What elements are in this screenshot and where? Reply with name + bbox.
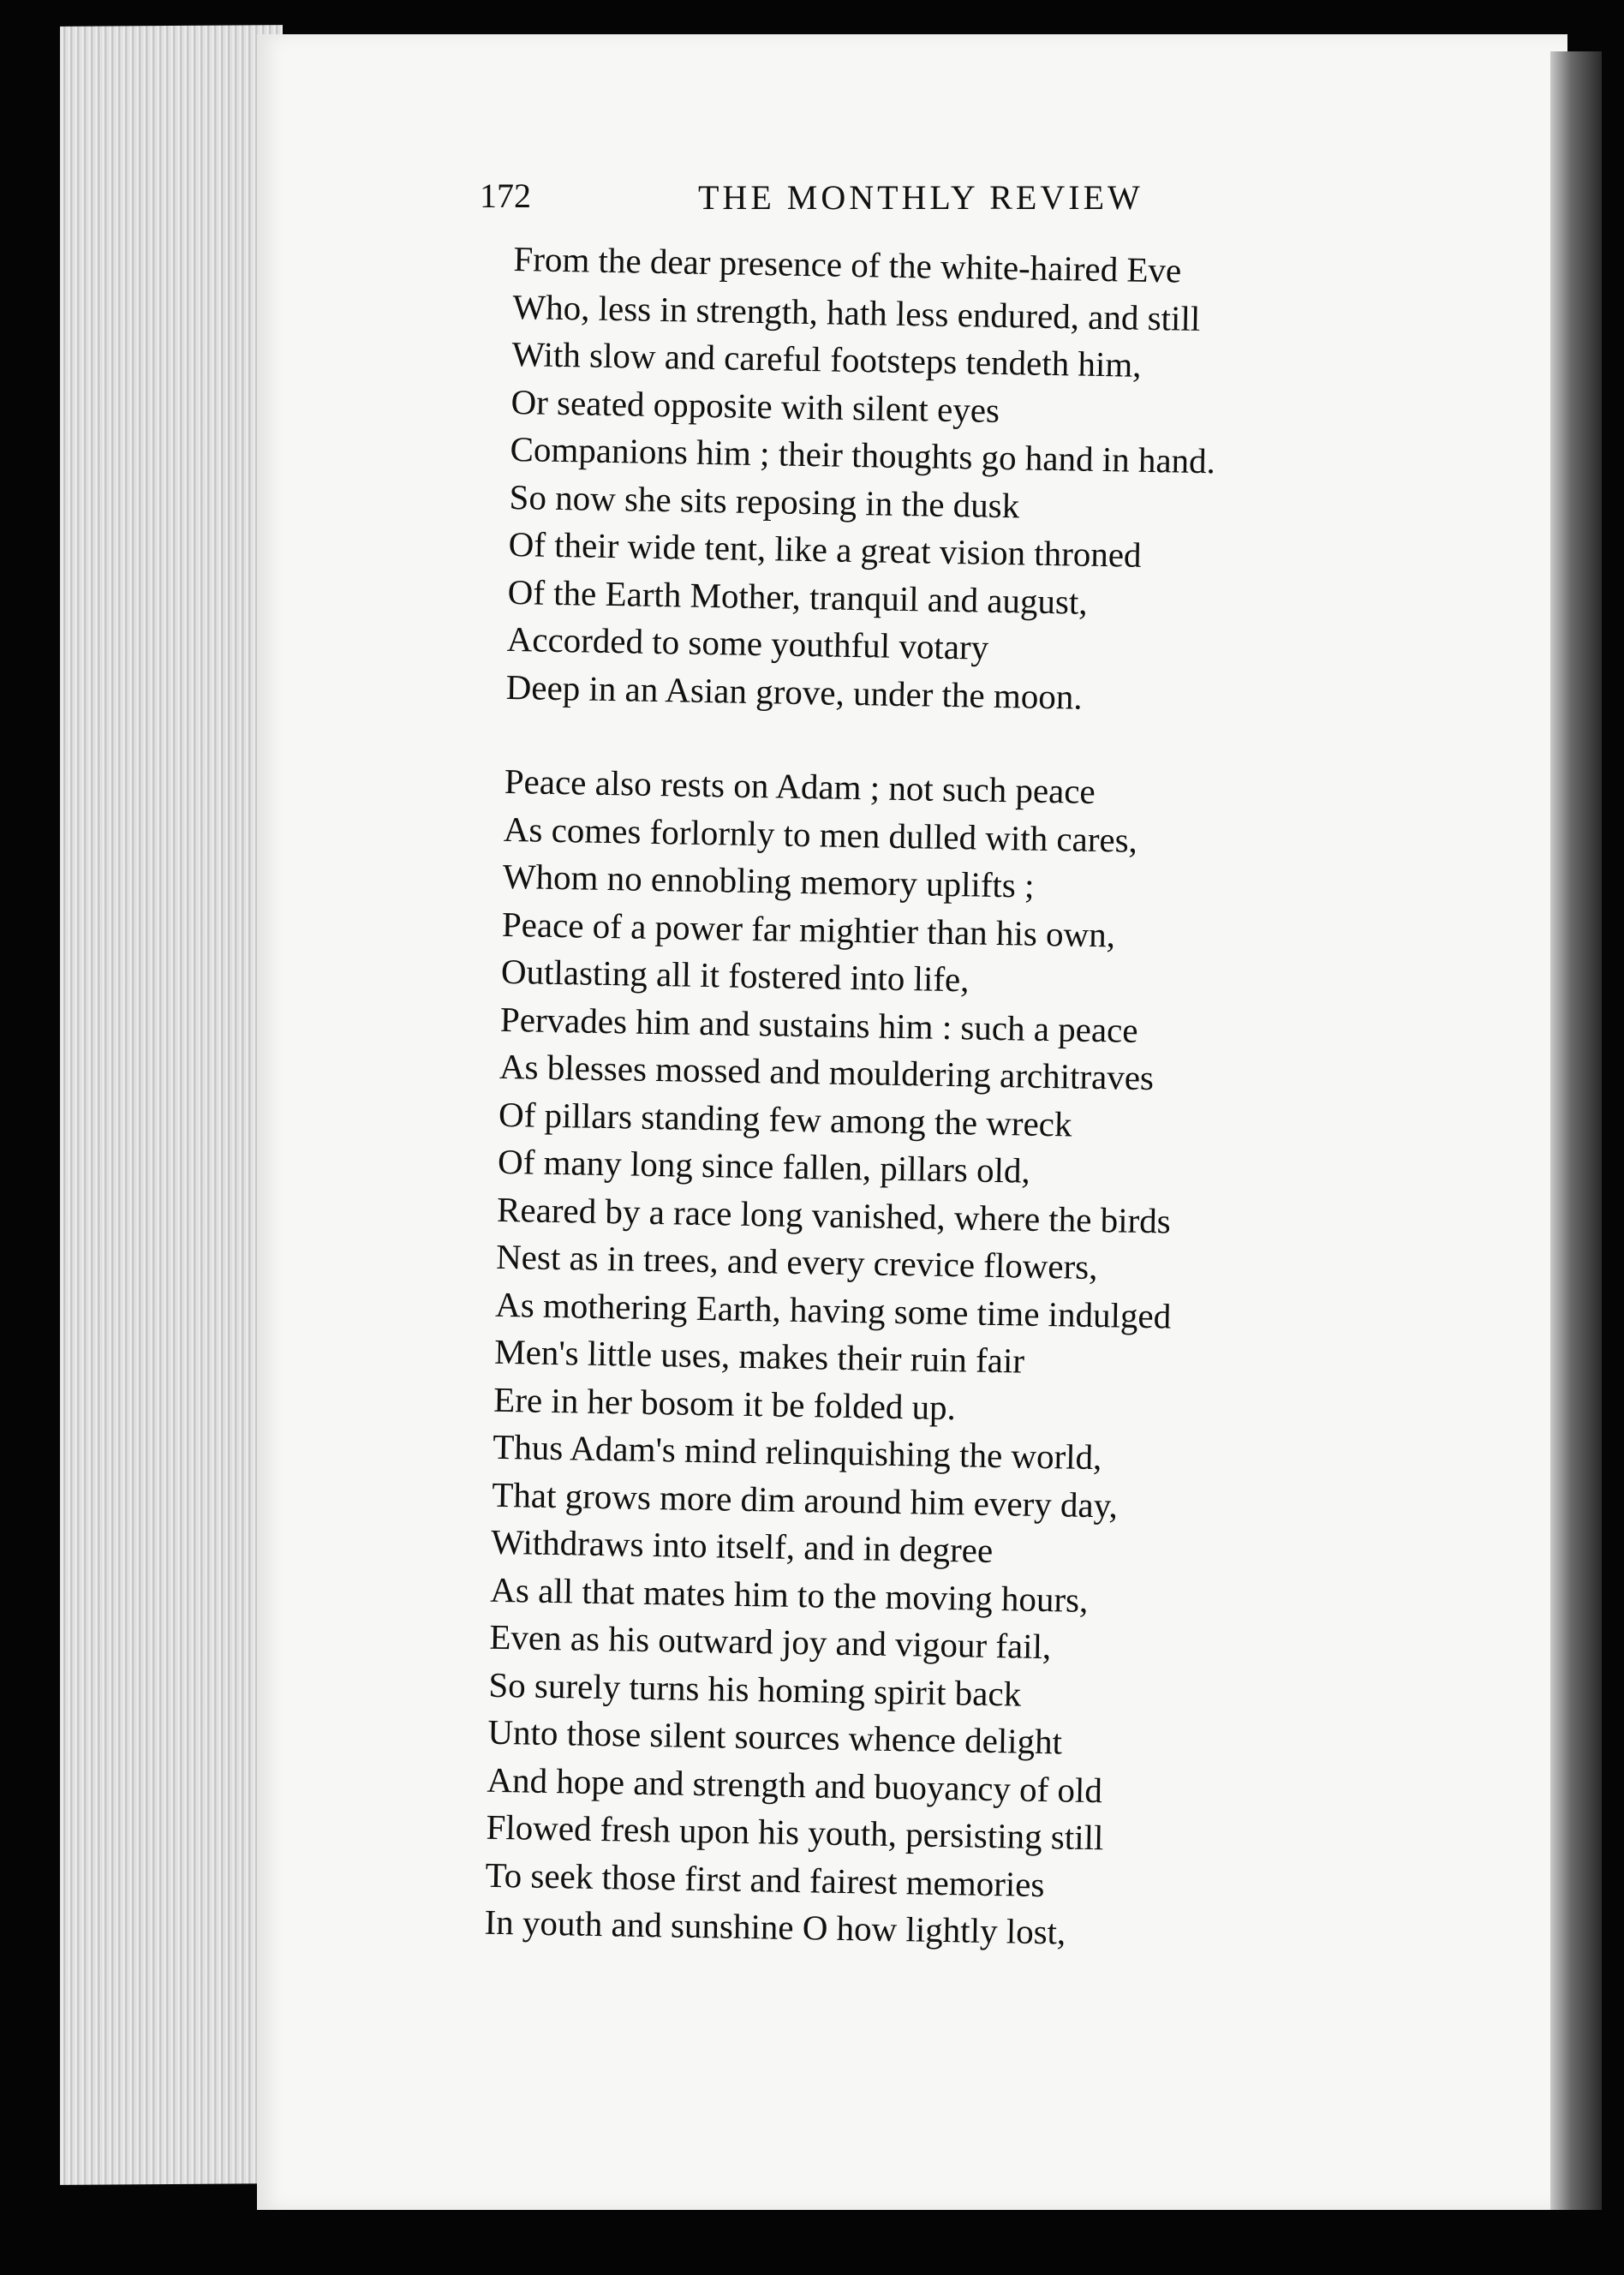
poem-line: Unto those silent sources whence delight	[487, 1711, 1063, 1762]
poem-line: Pervades him and sustains him : such a peace	[499, 999, 1138, 1050]
poem-line: As blesses mossed and mouldering architraves	[499, 1046, 1155, 1098]
poem-line: As mothering Earth, having some time indulged	[494, 1284, 1172, 1336]
poem-line: That grows more dim around him every day,	[491, 1474, 1119, 1526]
page-number: 172	[480, 176, 531, 215]
poem-line: Peace also rests on Adam ; not such peace	[504, 761, 1096, 811]
poem-line: To seek those first and fairest memories	[485, 1854, 1045, 1904]
poem-line: And hope and strength and buoyancy of old	[487, 1759, 1103, 1810]
poem-line: Accorded to some youthful votary	[506, 618, 989, 667]
poem-line: Ere in her bosom it be folded up.	[493, 1379, 957, 1427]
poem-line: Withdraws into itself, and in degree	[490, 1521, 994, 1570]
poem-line: Flowed fresh upon his youth, persisting still	[486, 1806, 1104, 1858]
poem-line: Companions him ; their thoughts go hand in hand.	[510, 428, 1216, 481]
poem-line: Deep in an Asian grove, under the moon.	[505, 666, 1084, 717]
book-gutter-shadow	[1550, 51, 1602, 2210]
poem-line: As comes forlornly to men dulled with cares,	[503, 809, 1138, 860]
poem-line: Men's little uses, makes their ruin fair	[493, 1331, 1025, 1381]
poem-line: Who, less in strength, hath less endured, and still	[512, 286, 1201, 338]
poem-line: With slow and careful footsteps tendeth him,	[511, 333, 1142, 385]
poem-line: So now she sits reposing in the dusk	[509, 476, 1020, 525]
poem-line: Of their wide tent, like a great vision throned	[508, 523, 1142, 575]
book-page-edges	[60, 25, 283, 2185]
poem-line: As all that mates him to the moving hours,	[490, 1569, 1089, 1620]
poem-line: Outlasting all it fostered into life,	[500, 951, 970, 1000]
poem-line: From the dear presence of the white-haired Eve	[513, 238, 1182, 290]
running-title: THE MONTHLY REVIEW	[698, 178, 1143, 217]
poem-line: Or seated opposite with silent eyes	[510, 381, 1000, 430]
poem-line: Of many long since fallen, pillars old,	[497, 1141, 1031, 1191]
poem-line: Of the Earth Mother, tranquil and august,	[507, 571, 1089, 622]
poem-line: Peace of a power far mightier than his own,	[501, 904, 1116, 954]
poem-line: In youth and sunshine O how lightly lost,	[484, 1902, 1066, 1952]
poem-line: So surely turns his homing spirit back	[488, 1664, 1022, 1714]
poem-line: Even as his outward joy and vigour fail,	[489, 1616, 1052, 1667]
poem-line: Of pillars standing few among the wreck	[498, 1094, 1072, 1144]
page-header	[480, 176, 1285, 227]
poem-line: Nest as in trees, and every crevice flowers,	[495, 1236, 1098, 1287]
poem-line: Reared by a race long vanished, where the birds	[496, 1189, 1172, 1241]
poem-text	[484, 236, 1525, 1964]
poem-line: Thus Adam's mind relinquishing the world,	[492, 1426, 1102, 1478]
poem-line: Whom no ennobling memory uplifts ;	[502, 856, 1035, 905]
